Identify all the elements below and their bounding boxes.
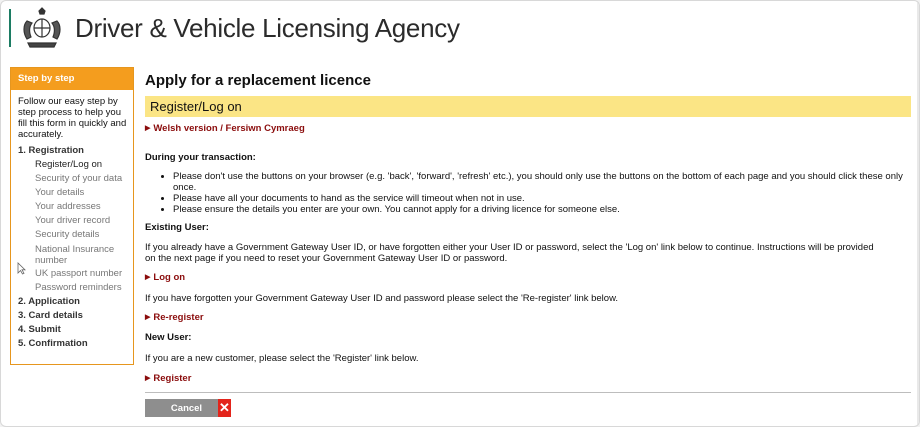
forgot-text: If you have forgotten your Government Gateway User ID and password please select the 'Re-register' link below. bbox=[145, 293, 619, 304]
step-confirmation: 5. Confirmation bbox=[18, 338, 88, 349]
substep-register-logon: Register/Log on bbox=[35, 159, 103, 170]
bullet-own-details: • Please ensure the details you enter are your own. You cannot apply for a driving licence for someone else. bbox=[173, 204, 913, 215]
arrow-right-icon: ▶ bbox=[145, 125, 151, 132]
substep-driver-record: Your driver record bbox=[35, 215, 111, 226]
step-label: 1. Registration bbox=[18, 145, 84, 156]
step-list bbox=[11, 144, 133, 351]
step-card-details: 3. Card details bbox=[18, 310, 83, 321]
step-registration bbox=[18, 144, 129, 295]
logon-link-label: Log on bbox=[153, 272, 186, 283]
header-accent-bar bbox=[9, 9, 11, 47]
step-application: 2. Application bbox=[18, 296, 80, 307]
welsh-version-link[interactable] bbox=[145, 123, 305, 134]
cancel-button[interactable] bbox=[145, 399, 231, 417]
logon-link[interactable] bbox=[145, 272, 185, 283]
existing-user-heading: Existing User: bbox=[145, 222, 209, 233]
during-bullets bbox=[145, 171, 913, 215]
scrollbar-edge bbox=[917, 1, 919, 426]
substep-your-addresses: Your addresses bbox=[35, 201, 101, 212]
close-icon: ✕ bbox=[219, 400, 230, 415]
new-user-heading: New User: bbox=[145, 332, 192, 343]
existing-user-text: If you already have a Government Gateway User ID, or have forgotten either your User ID or password, select the 'Log on' link below to continue. Instructions will be provided on the next page if you need to reset your Government Gateway User ID or password. bbox=[145, 242, 874, 264]
substep-list bbox=[18, 158, 129, 295]
new-user-text: If you are a new customer, please select the 'Register' link below. bbox=[145, 353, 419, 364]
register-link[interactable] bbox=[145, 373, 191, 384]
substep-ni-number: National Insurance number bbox=[35, 244, 115, 266]
section-title-bar: Register/Log on bbox=[145, 96, 911, 117]
step-submit: 4. Submit bbox=[18, 324, 61, 335]
during-heading: During your transaction: bbox=[145, 152, 256, 163]
cancel-button-label: Cancel bbox=[145, 399, 218, 417]
arrow-right-icon: ▶ bbox=[145, 314, 151, 321]
bullet-browser-buttons: • Please don't use the buttons on your browser (e.g. 'back', 'forward', 'refresh' etc.), you should only use the buttons on the bottom of each page and you should click these only once. bbox=[173, 171, 913, 193]
step-sidebar bbox=[10, 67, 134, 365]
sidebar-title: Step by step bbox=[11, 68, 133, 90]
royal-crest-icon bbox=[19, 7, 65, 49]
page-title: Apply for a replacement licence bbox=[145, 72, 371, 89]
reregister-link[interactable] bbox=[145, 312, 204, 323]
register-link-label: Register bbox=[153, 373, 192, 384]
site-header bbox=[9, 7, 919, 49]
substep-password-reminders: Password reminders bbox=[35, 282, 122, 293]
welsh-link-label: Welsh version / Fersiwn Cymraeg bbox=[153, 123, 305, 134]
bullet-timeout: • Please have all your documents to hand as the service will timeout when not in use. bbox=[173, 193, 913, 204]
mouse-cursor-icon bbox=[17, 262, 26, 275]
reregister-link-label: Re-register bbox=[153, 312, 204, 323]
substep-passport-number: UK passport number bbox=[35, 268, 123, 279]
divider bbox=[145, 392, 911, 393]
sidebar-intro: Follow our easy step by step process to help you fill this form in quickly and accurately. bbox=[18, 96, 127, 140]
arrow-right-icon: ▶ bbox=[145, 274, 151, 281]
agency-name[interactable]: Driver & Vehicle Licensing Agency bbox=[75, 12, 460, 43]
substep-your-details: Your details bbox=[35, 187, 85, 198]
arrow-right-icon: ▶ bbox=[145, 375, 151, 382]
substep-security-details: Security details bbox=[35, 229, 100, 240]
main-content bbox=[145, 67, 911, 415]
substep-security-of-data: Security of your data bbox=[35, 173, 123, 184]
